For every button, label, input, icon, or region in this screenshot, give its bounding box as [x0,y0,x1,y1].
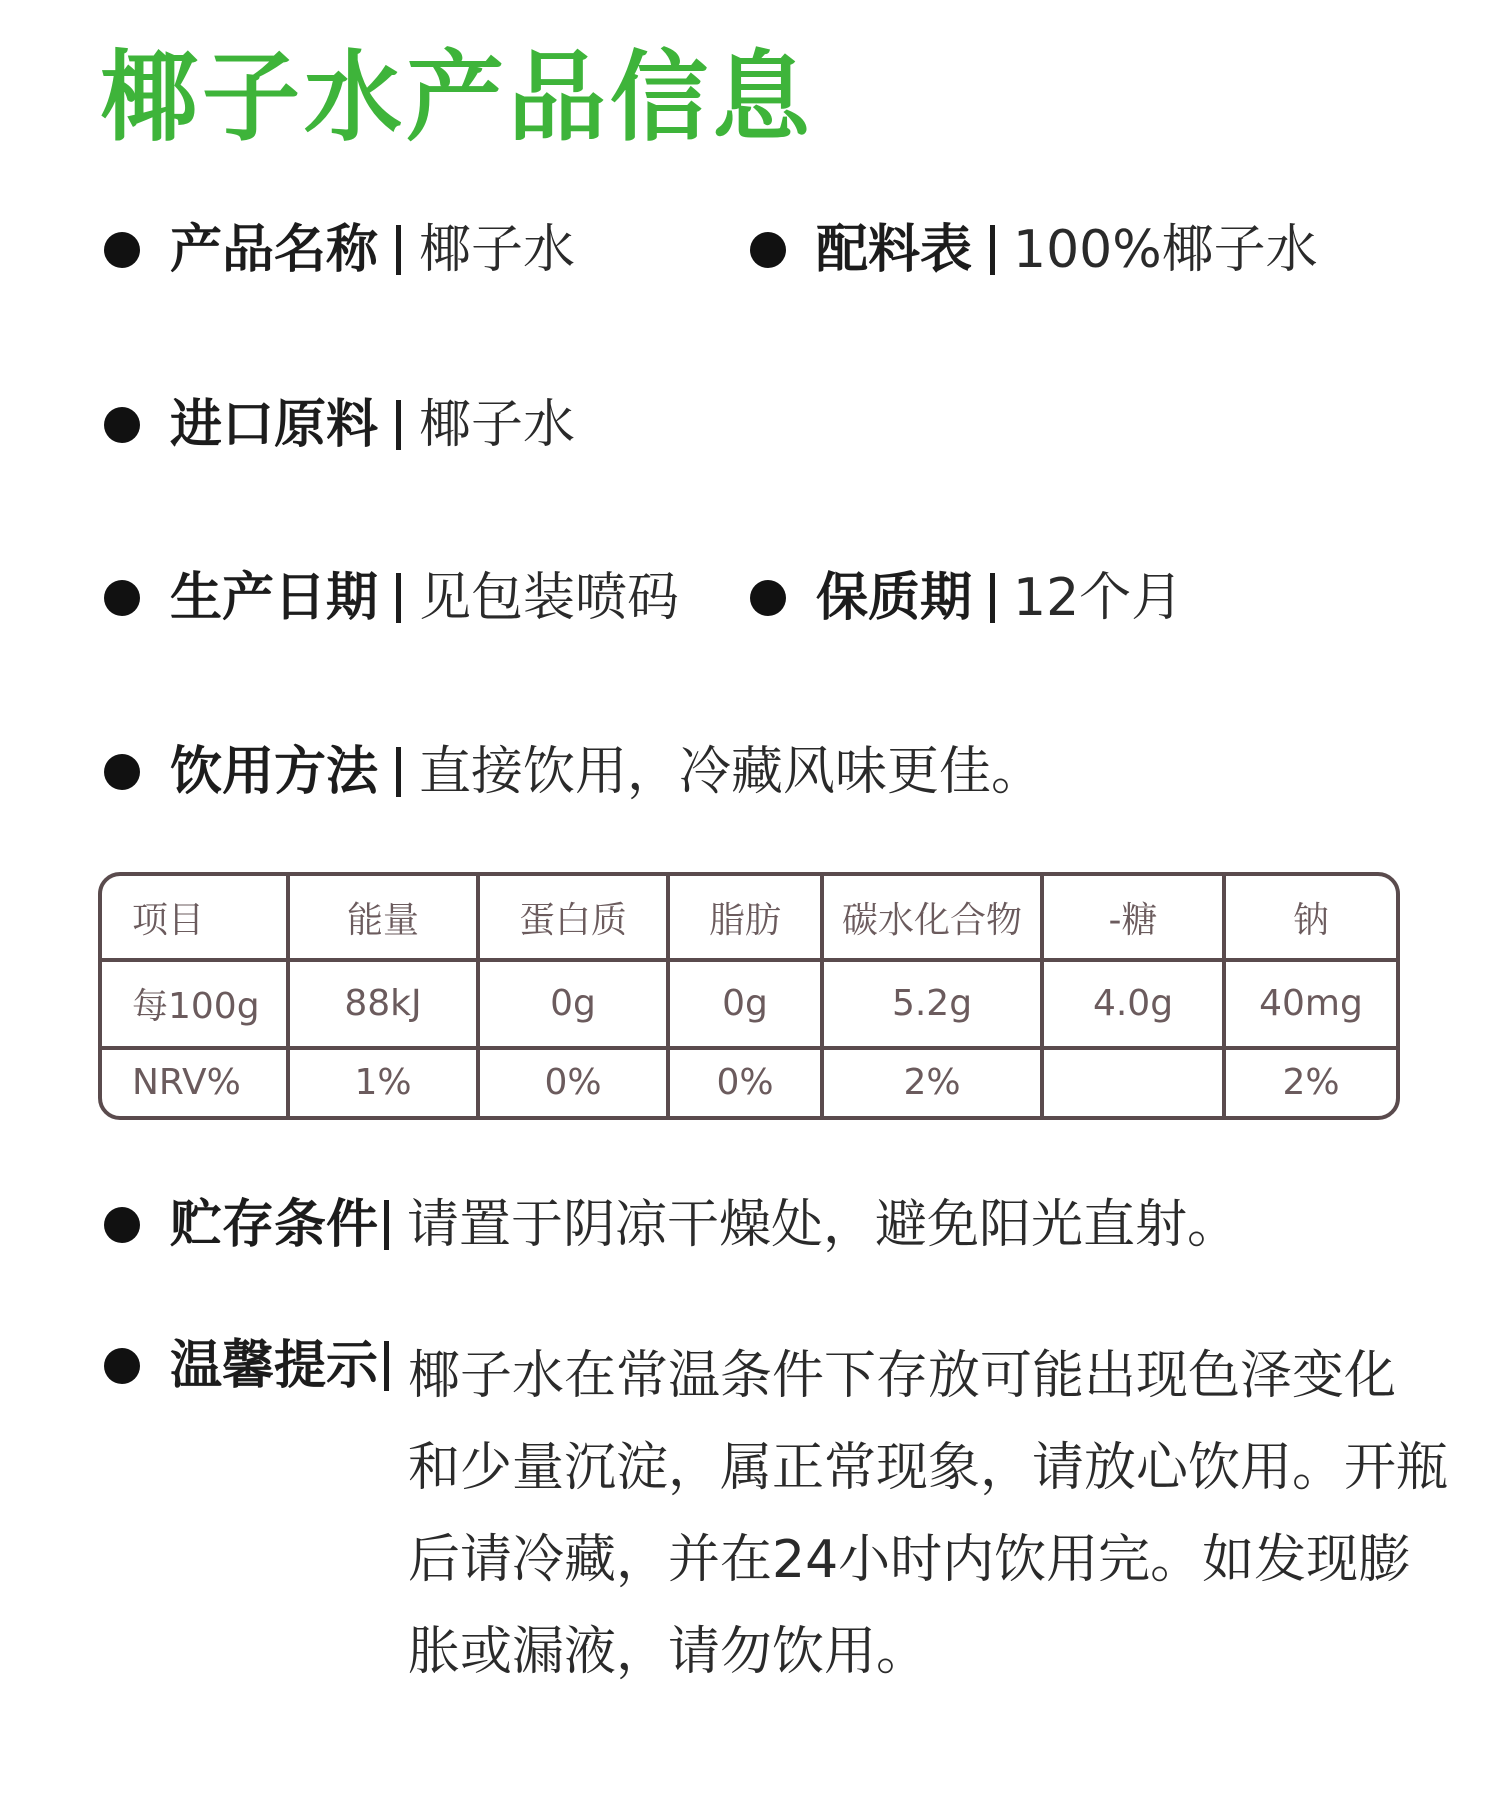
info-value: 直接饮用，冷藏风味更佳。 [419,742,1044,802]
info-label: 生产日期 [170,568,379,628]
table-header-cell: 脂肪 [668,876,822,960]
bullet-icon [104,580,140,616]
table-row [102,1048,1396,1116]
info-tip [104,1331,407,1401]
table-cell: 0g [478,960,668,1047]
info-value: 见包装喷码 [419,568,680,628]
tip-text [408,1330,1448,1698]
info-label: 配料表 [816,220,973,280]
table-header-cell: 蛋白质 [478,876,668,960]
table-cell: 88kJ [288,960,478,1047]
info-label: 温馨提示 [170,1336,379,1396]
nutrition-table [98,872,1400,1120]
bullet-icon [104,407,140,443]
info-value: 12个月 [1013,568,1184,628]
table-cell: 40mg [1224,960,1396,1047]
table-cell: 5.2g [822,960,1042,1047]
info-production-date [104,563,679,633]
table-cell: 每100g [102,960,288,1047]
table-header-cell: 钠 [1224,876,1396,960]
separator [396,573,401,623]
bullet-icon [104,1348,140,1384]
table-row [102,960,1396,1047]
table-header-cell: 碳水化合物 [822,876,1042,960]
separator [384,1341,389,1391]
separator [396,747,401,797]
info-product-name [104,215,575,285]
table-header-cell: -糖 [1042,876,1224,960]
table-cell: 0% [668,1048,822,1116]
table-cell: 0g [668,960,822,1047]
info-value: 请置于阴凉干燥处，避免阳光直射。 [407,1195,1240,1255]
info-value: 100%椰子水 [1013,220,1318,280]
table-cell: 2% [822,1048,1042,1116]
info-label: 饮用方法 [170,742,379,802]
info-usage [104,737,1043,807]
bullet-icon [104,232,140,268]
info-value: 椰子水 [419,220,576,280]
tip-line: 和少量沉淀，属正常现象，请放心饮用。开瓶 [408,1438,1449,1498]
info-label: 产品名称 [170,220,379,280]
table-header-cell: 项目 [102,876,288,960]
separator [990,225,995,275]
info-shelf-life [750,563,1183,633]
table-cell: 1% [288,1048,478,1116]
table-cell: 4.0g [1042,960,1224,1047]
tip-line: 胀或漏液，请勿饮用。 [408,1622,929,1682]
table-header-row [102,876,1396,960]
info-label: 保质期 [816,568,973,628]
separator [990,573,995,623]
table-header-cell: 能量 [288,876,478,960]
table-cell: 2% [1282,1062,1340,1104]
table-cell: 0% [478,1048,668,1116]
bullet-icon [750,580,786,616]
bullet-icon [104,1207,140,1243]
tip-line: 后请冷藏，并在24小时内饮用完。如发现膨 [408,1530,1411,1590]
info-imported-material [104,390,575,460]
bullet-icon [104,754,140,790]
bullet-icon [750,232,786,268]
table-cell [1042,1048,1224,1116]
info-ingredients [750,215,1318,285]
info-label: 进口原料 [170,395,379,455]
info-label: 贮存条件 [170,1195,379,1255]
separator [396,225,401,275]
table-cell: NRV% [102,1048,288,1116]
tip-line: 椰子水在常温条件下存放可能出现色泽变化 [408,1346,1397,1406]
info-storage [104,1190,1239,1260]
separator [396,400,401,450]
info-value: 椰子水 [419,395,576,455]
separator [384,1200,389,1250]
page-title: 椰子水产品信息 [100,41,815,155]
